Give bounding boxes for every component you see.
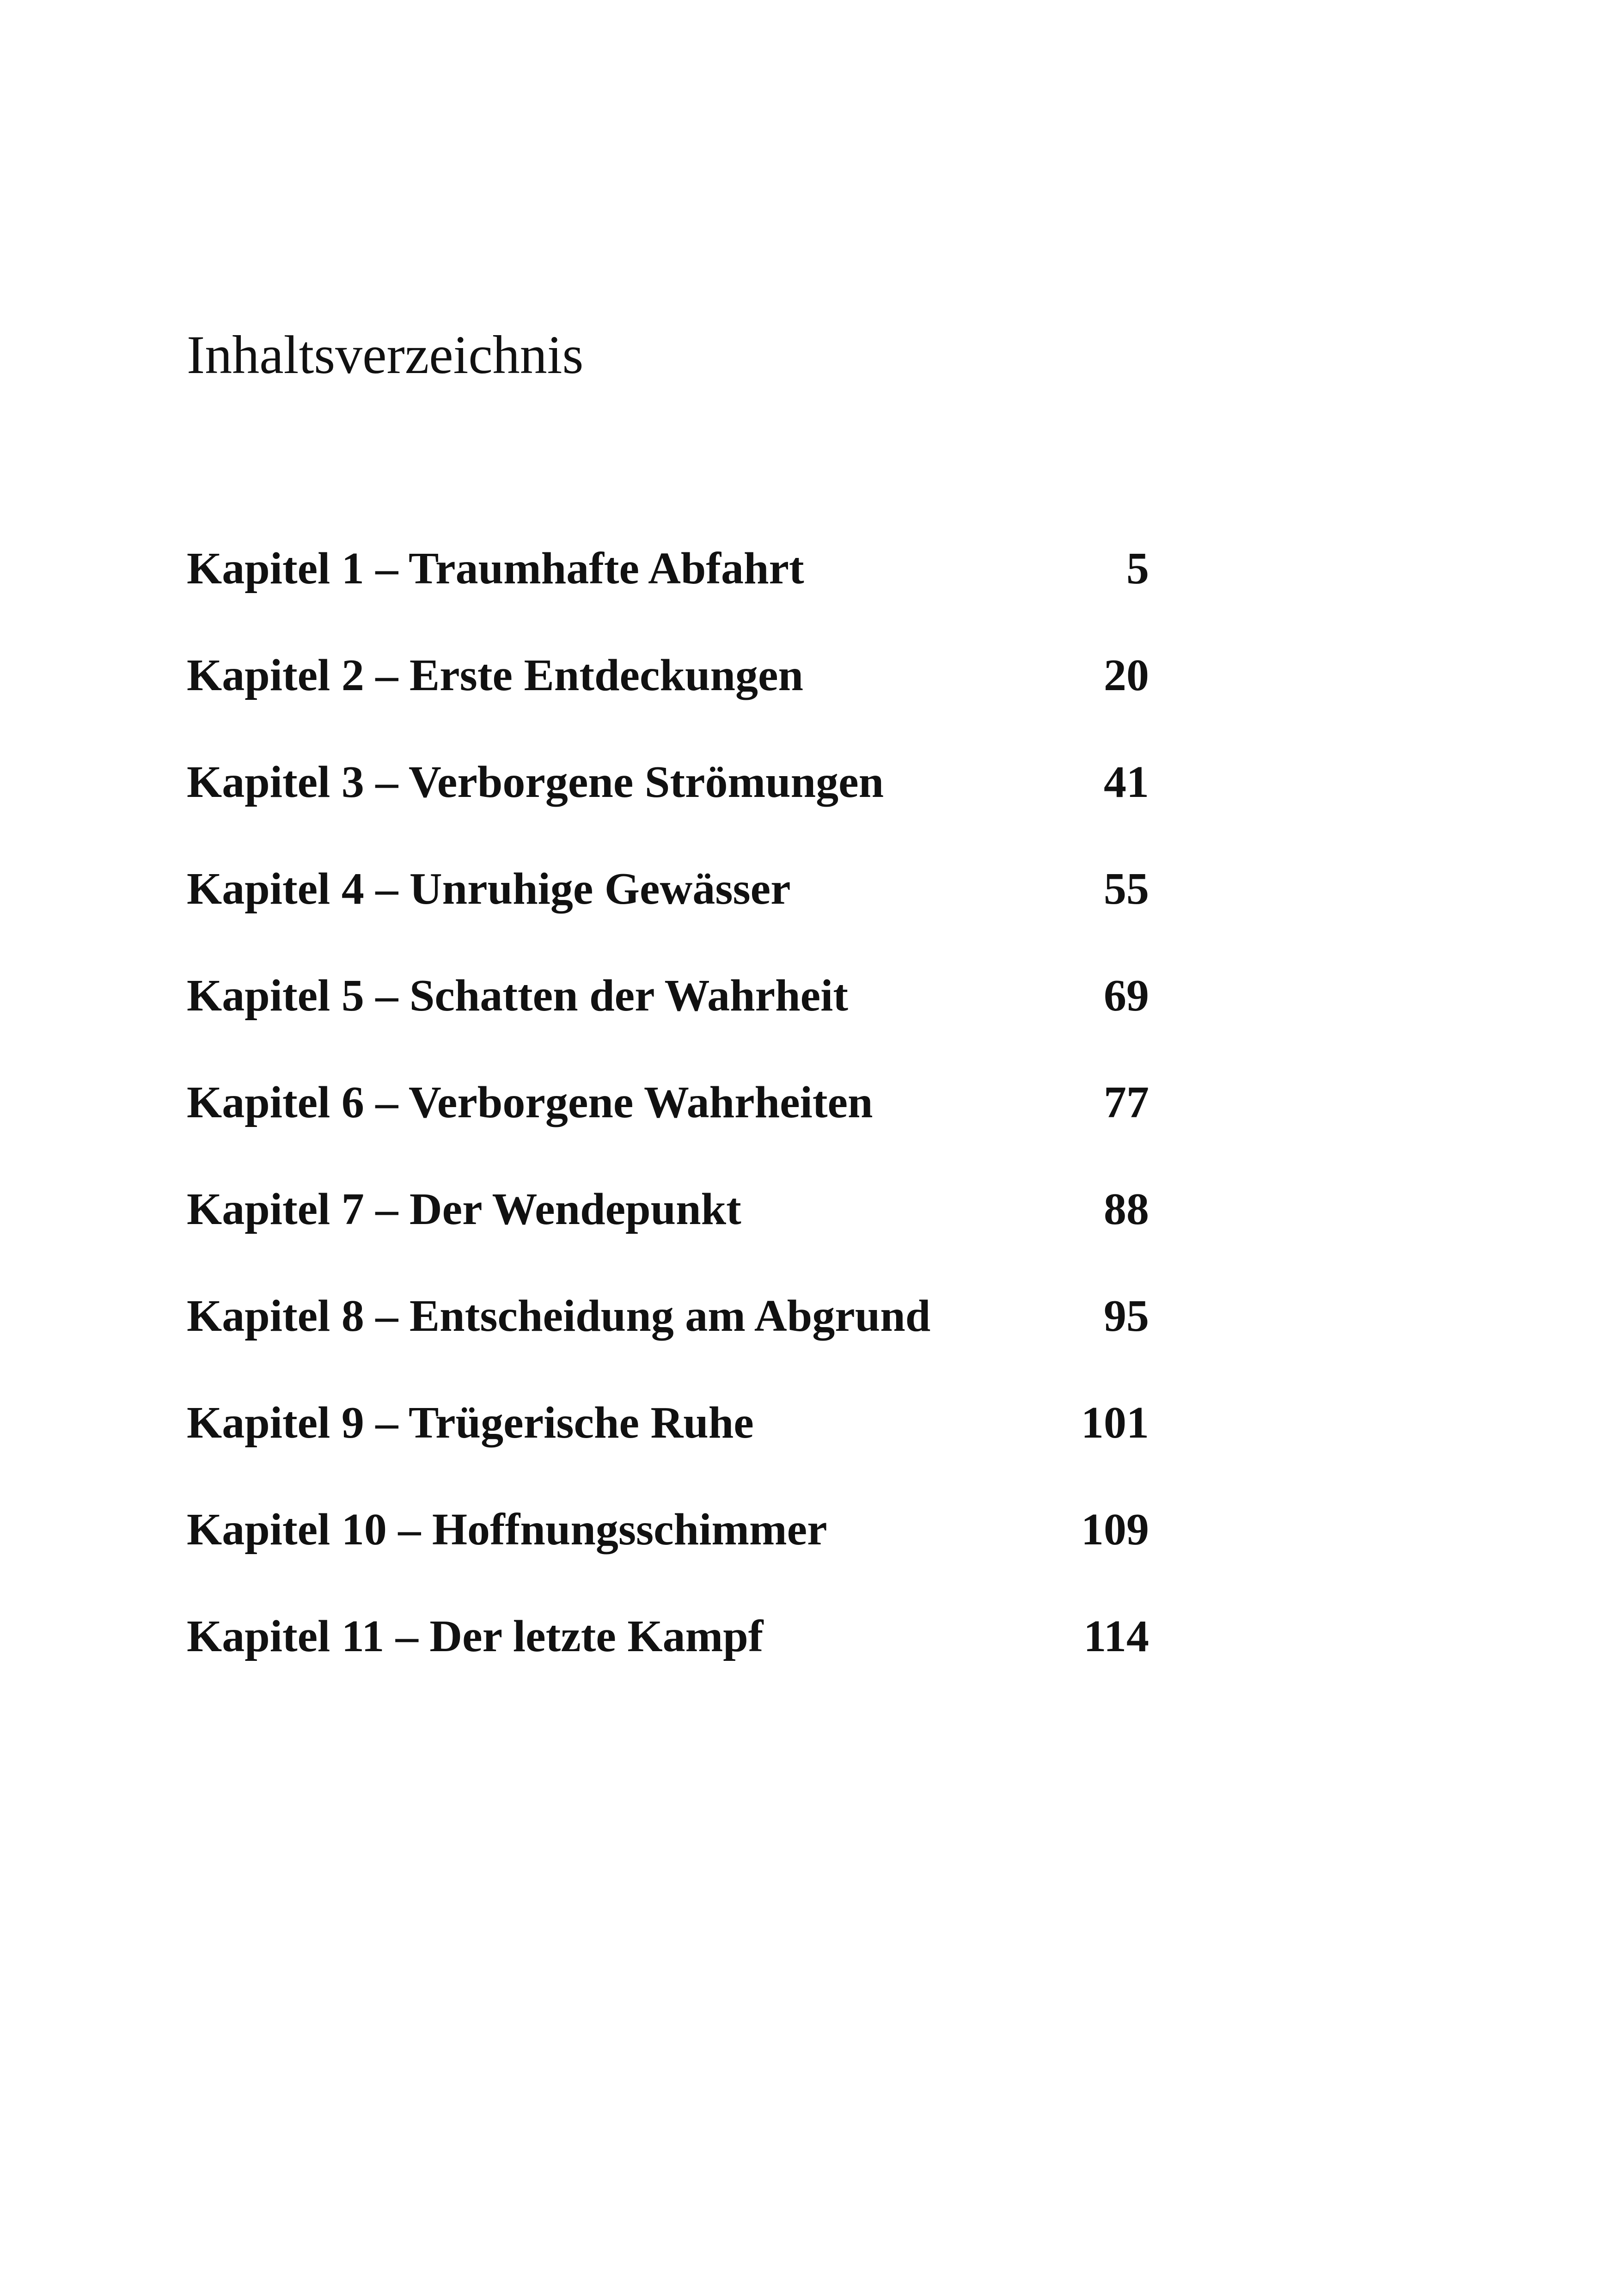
toc-entry-title: Kapitel 11 – Der letzte Kampf xyxy=(187,1611,764,1661)
toc-entry-page-number: 114 xyxy=(1083,1611,1149,1661)
toc-entry-page-number: 41 xyxy=(1104,757,1149,807)
toc-entry-page-number: 109 xyxy=(1081,1505,1149,1555)
toc-entry-page-number: 95 xyxy=(1104,1291,1149,1341)
toc-entry-11 xyxy=(187,1604,1149,1711)
toc-entry-page-number: 20 xyxy=(1104,650,1149,700)
toc-entry-page-number: 55 xyxy=(1104,864,1149,914)
toc-entry-title: Kapitel 5 – Schatten der Wahrheit xyxy=(187,971,849,1021)
toc-entry-page-number: 88 xyxy=(1104,1184,1149,1234)
toc-entry-8 xyxy=(187,1284,1149,1390)
toc-entry-title: Kapitel 4 – Unruhige Gewässer xyxy=(187,864,791,914)
toc-heading: Inhaltsverzeichnis xyxy=(187,325,584,385)
toc-entry-page-number: 101 xyxy=(1081,1398,1149,1448)
toc-entry-page-number: 77 xyxy=(1104,1078,1149,1127)
toc-entry-1 xyxy=(187,536,1149,643)
toc-entry-title: Kapitel 7 – Der Wendepunkt xyxy=(187,1184,741,1234)
toc-entry-4 xyxy=(187,857,1149,963)
toc-entry-title: Kapitel 3 – Verborgene Strömungen xyxy=(187,757,884,807)
toc-entry-10 xyxy=(187,1497,1149,1604)
toc-entry-title: Kapitel 2 – Erste Entdeckungen xyxy=(187,650,803,700)
toc-entry-page-number: 69 xyxy=(1104,971,1149,1021)
toc-entry-7 xyxy=(187,1177,1149,1284)
toc-entry-title: Kapitel 10 – Hoffnungsschimmer xyxy=(187,1505,827,1555)
toc-entry-5 xyxy=(187,963,1149,1070)
toc-entry-title: Kapitel 9 – Trügerische Ruhe xyxy=(187,1398,754,1448)
toc-entry-2 xyxy=(187,643,1149,750)
toc-entry-page-number: 5 xyxy=(1126,544,1149,594)
toc-entry-9 xyxy=(187,1390,1149,1497)
toc-entry-title: Kapitel 8 – Entscheidung am Abgrund xyxy=(187,1291,931,1341)
toc-entry-title: Kapitel 6 – Verborgene Wahrheiten xyxy=(187,1078,873,1127)
toc-entry-6 xyxy=(187,1070,1149,1177)
toc-entry-title: Kapitel 1 – Traumhafte Abfahrt xyxy=(187,544,804,594)
toc-entry-3 xyxy=(187,750,1149,857)
toc-list xyxy=(187,536,1149,1711)
